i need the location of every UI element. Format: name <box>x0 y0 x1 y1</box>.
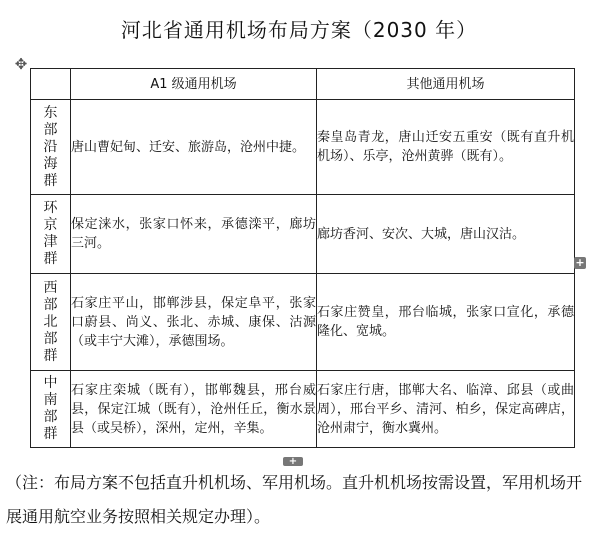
region-label: 西部北部群 <box>43 279 58 364</box>
header-corner-cell <box>31 69 71 100</box>
page-title: 河北省通用机场布局方案（2030 年） <box>120 18 478 42</box>
region-cell <box>31 100 71 195</box>
a1-airports-cell: 石家庄平山，邯郸涉县，保定阜平，张家口蔚县、尚义、张北、赤城、康保、沽源（或丰宁大滩），承德围场。 <box>71 274 317 371</box>
header-other-airports: 其他通用机场 <box>317 69 575 100</box>
a1-airports-cell: 石家庄栾城（既有），邯郸魏县，邢台威县，保定江城（既有），沧州任丘，衡水景县（或吴桥），深州，定州，辛集。 <box>71 371 317 448</box>
other-airports-cell: 石家庄行唐，邯郸大名、临漳、邱县（或曲周），邢台平乡、清河、柏乡，保定高碑店，沧州肃宁，衡水冀州。 <box>317 371 575 448</box>
region-label: 东部沿海群 <box>43 104 58 189</box>
table-row <box>31 100 575 195</box>
table-row <box>31 274 575 371</box>
region-cell <box>31 274 71 371</box>
table-header-row <box>31 69 575 100</box>
add-column-plus-icon[interactable]: + <box>575 256 585 269</box>
a1-airports-cell: 保定涞水，张家口怀来，承德滦平，廊坊三河。 <box>71 195 317 274</box>
header-a1-airports: A1 级通用机场 <box>71 69 317 100</box>
region-cell <box>31 195 71 274</box>
other-airports-cell: 秦皇岛青龙，唐山迁安五重安（既有直升机机场）、乐亭，沧州黄骅（既有）。 <box>317 100 575 195</box>
airport-layout-table <box>30 68 575 448</box>
table-row <box>31 371 575 448</box>
region-cell <box>31 371 71 448</box>
other-airports-cell: 石家庄赞皇，邢台临城，张家口宣化，承德隆化、宽城。 <box>317 274 575 371</box>
region-label: 中南部群 <box>43 375 58 442</box>
other-airports-cell: 廊坊香河、安次、大城，唐山汉沽。 <box>317 195 575 274</box>
a1-airports-cell: 唐山曹妃甸、迁安、旅游岛，沧州中捷。 <box>71 100 317 195</box>
table-row <box>31 195 575 274</box>
region-label: 环京津群 <box>43 200 58 267</box>
add-row-plus-icon[interactable]: + <box>283 457 303 466</box>
footnote: （注：布局方案不包括直升机机场、军用机场。直升机机场按需设置，军用机场开展通用航空业务按照相关规定办理）。 <box>6 473 583 526</box>
move-arrows-icon[interactable]: ✥ <box>14 55 28 73</box>
